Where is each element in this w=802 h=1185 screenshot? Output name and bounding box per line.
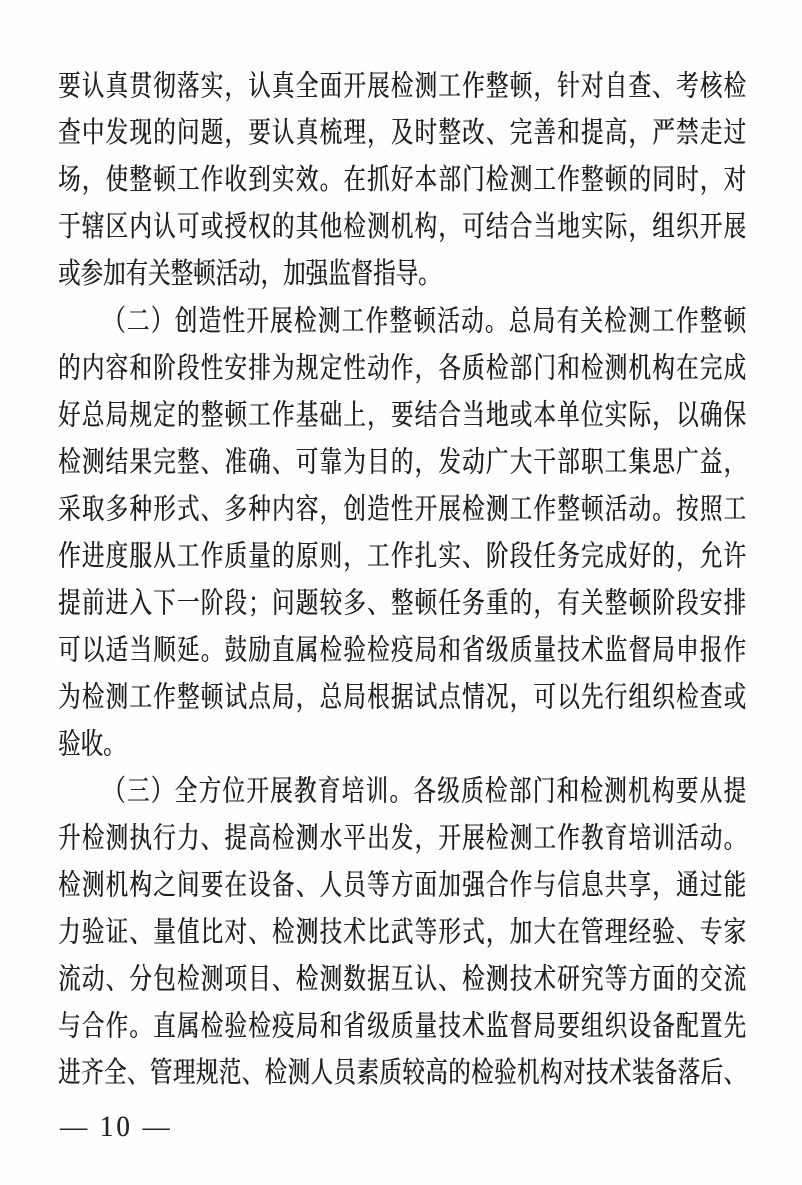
paragraph	[58, 62, 746, 297]
text-line: 查中发现的问题，要认真梳理，及时整改、完善和提高，严禁走过	[58, 116, 746, 149]
text-line: 为检测工作整顿试点局，总局根据试点情况，可以先行组织检查或	[58, 680, 746, 713]
text-line: 验收。	[58, 727, 126, 760]
text-line: 提前进入下一阶段；问题较多、整顿任务重的，有关整顿阶段安排	[58, 586, 746, 619]
text-line: 于辖区内认可或授权的其他检测机构，可结合当地实际，组织开展	[58, 210, 746, 243]
text-line: 采取多种形式、多种内容，创造性开展检测工作整顿活动。按照工	[58, 492, 746, 525]
text-line: 力验证、量值比对、检测技术比武等形式，加大在管理经验、专家	[58, 915, 746, 948]
text-line: 的内容和阶段性安排为规定性动作，各质检部门和检测机构在完成	[58, 351, 746, 384]
document-body	[58, 62, 746, 1096]
text-line: 好总局规定的整顿工作基础上，要结合当地或本单位实际，以确保	[58, 398, 746, 431]
page-number: — 10 —	[60, 1109, 173, 1143]
text-line: 进齐全、管理规范、检测人员素质较高的检验机构对技术装备落后、	[58, 1056, 746, 1089]
text-line: 检测结果完整、准确、可靠为目的，发动广大干部职工集思广益，	[58, 445, 746, 478]
text-line: 升检测执行力、提高检测水平出发，开展检测工作教育培训活动。	[58, 821, 746, 854]
text-line: 与合作。直属检验检疫局和省级质量技术监督局要组织设备配置先	[58, 1009, 746, 1042]
text-line: 流动、分包检测项目、检测数据互认、检测技术研究等方面的交流	[58, 962, 746, 995]
text-line: 要认真贯彻落实，认真全面开展检测工作整顿，针对自查、考核检	[58, 69, 746, 102]
text-line: 场，使整顿工作收到实效。在抓好本部门检测工作整顿的同时，对	[58, 163, 746, 196]
paragraph	[58, 297, 746, 767]
text-line: 可以适当顺延。鼓励直属检验检疫局和省级质量技术监督局申报作	[58, 633, 746, 666]
text-line: 作进度服从工作质量的原则，工作扎实、阶段任务完成好的，允许	[58, 539, 746, 572]
text-line: （二）创造性开展检测工作整顿活动。总局有关检测工作整顿	[103, 304, 746, 337]
text-line: （三）全方位开展教育培训。各级质检部门和检测机构要从提	[103, 774, 746, 807]
text-line: 检测机构之间要在设备、人员等方面加强合作与信息共享，通过能	[58, 868, 746, 901]
paragraph	[58, 767, 746, 1096]
text-line: 或参加有关整顿活动，加强监督指导。	[58, 257, 441, 290]
